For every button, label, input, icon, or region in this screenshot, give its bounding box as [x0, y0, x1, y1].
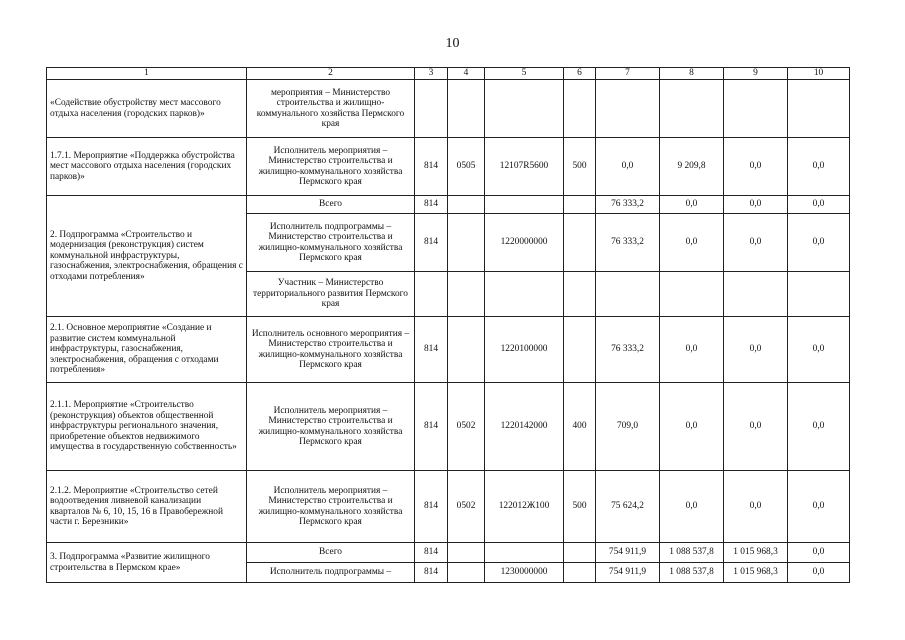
target-code-cell: 1220000000 — [485, 214, 564, 272]
amount-cell: 709,0 — [596, 383, 660, 471]
amount-cell: 0,0 — [660, 383, 724, 471]
target-code-cell: 12107R5600 — [485, 138, 564, 196]
program-name-cell: 2.1. Основное мероприятие «Создание и развитие систем коммунальной инфраструктуры, газоснабжения, электроснабжения, обращения с отходами потребления» — [47, 317, 247, 383]
amount-cell: 76 333,2 — [596, 196, 660, 214]
header-cell: 2 — [247, 68, 415, 80]
table-row — [47, 471, 850, 543]
amount-cell — [660, 272, 724, 317]
page-number: 10 — [445, 36, 460, 51]
gov-code-cell: 814 — [415, 214, 448, 272]
target-code-cell — [485, 80, 564, 138]
amount-cell: 0,0 — [724, 317, 788, 383]
gov-code-cell: 814 — [415, 196, 448, 214]
amount-cell: 0,0 — [788, 543, 850, 563]
header-cell: 8 — [660, 68, 724, 80]
program-name-cell: 2.1.2. Мероприятие «Строительство сетей водоотведения ливневой канализации кварталов № 6, 10, 15, 16 в Правобережной части г. Березники» — [47, 471, 247, 543]
budget-table — [46, 67, 850, 583]
table-row — [47, 80, 850, 138]
responsible-cell: Исполнитель подпрограммы – — [247, 563, 415, 583]
responsible-cell: Всего — [247, 543, 415, 563]
header-cell: 9 — [724, 68, 788, 80]
amount-cell: 1 088 537,8 — [660, 543, 724, 563]
expense-type-cell — [564, 272, 596, 317]
amount-cell: 0,0 — [788, 196, 850, 214]
gov-code-cell: 814 — [415, 138, 448, 196]
header-cell: 6 — [564, 68, 596, 80]
program-name-cell: 1.7.1. Мероприятие «Поддержка обустройства мест массового отдыха населения (городских парков)» — [47, 138, 247, 196]
target-code-cell: 1230000000 — [485, 563, 564, 583]
header-cell: 10 — [788, 68, 850, 80]
amount-cell: 0,0 — [660, 196, 724, 214]
target-code-cell — [485, 196, 564, 214]
section-code-cell — [448, 563, 485, 583]
section-code-cell — [448, 317, 485, 383]
section-code-cell: 0502 — [448, 471, 485, 543]
section-code-cell — [448, 272, 485, 317]
table-row — [47, 317, 850, 383]
amount-cell: 9 209,8 — [660, 138, 724, 196]
amount-cell: 0,0 — [596, 138, 660, 196]
amount-cell — [724, 80, 788, 138]
amount-cell: 75 624,2 — [596, 471, 660, 543]
header-cell: 7 — [596, 68, 660, 80]
amount-cell: 76 333,2 — [596, 214, 660, 272]
amount-cell: 76 333,2 — [596, 317, 660, 383]
amount-cell: 0,0 — [660, 214, 724, 272]
section-code-cell — [448, 196, 485, 214]
program-name-cell: 2.1.1. Мероприятие «Строительство (реконструкция) объектов общественной инфраструктуры регионального значения, приобретение объектов недвижимого имущества в государственную собственность» — [47, 383, 247, 471]
program-name-cell: «Содействие обустройству мест массового отдыха населения (городских парков)» — [47, 80, 247, 138]
gov-code-cell: 814 — [415, 317, 448, 383]
gov-code-cell — [415, 272, 448, 317]
target-code-cell: 1220100000 — [485, 317, 564, 383]
responsible-cell: Исполнитель основного мероприятия – Министерство строительства и жилищно-коммунального хозяйства Пермского края — [247, 317, 415, 383]
table-header-row — [47, 68, 850, 80]
amount-cell — [596, 272, 660, 317]
section-code-cell — [448, 80, 485, 138]
amount-cell — [724, 272, 788, 317]
amount-cell: 1 088 537,8 — [660, 563, 724, 583]
target-code-cell: 122012Ж100 — [485, 471, 564, 543]
target-code-cell — [485, 543, 564, 563]
responsible-cell: Исполнитель мероприятия – Министерство строительства и жилищно-коммунального хозяйства Пермского края — [247, 383, 415, 471]
amount-cell: 0,0 — [788, 138, 850, 196]
table-row — [47, 383, 850, 471]
responsible-cell: мероприятия – Министерство строительства и жилищно-коммунального хозяйства Пермского края — [247, 80, 415, 138]
amount-cell: 754 911,9 — [596, 563, 660, 583]
responsible-cell: Исполнитель мероприятия – Министерство строительства и жилищно-коммунального хозяйства Пермского края — [247, 138, 415, 196]
gov-code-cell: 814 — [415, 543, 448, 563]
amount-cell: 0,0 — [724, 196, 788, 214]
amount-cell: 0,0 — [660, 317, 724, 383]
table-row — [47, 543, 850, 563]
responsible-cell: Исполнитель мероприятия – Министерство строительства и жилищно-коммунального хозяйства Пермского края — [247, 471, 415, 543]
expense-type-cell — [564, 563, 596, 583]
gov-code-cell: 814 — [415, 383, 448, 471]
responsible-cell: Исполнитель подпрограммы – Министерство строительства и жилищно-коммунального хозяйства Пермского края — [247, 214, 415, 272]
gov-code-cell: 814 — [415, 563, 448, 583]
expense-type-cell — [564, 214, 596, 272]
header-cell: 1 — [47, 68, 247, 80]
table-row — [47, 138, 850, 196]
amount-cell: 1 015 968,3 — [724, 543, 788, 563]
gov-code-cell: 814 — [415, 471, 448, 543]
amount-cell: 0,0 — [788, 563, 850, 583]
amount-cell: 0,0 — [788, 383, 850, 471]
section-code-cell: 0505 — [448, 138, 485, 196]
amount-cell: 0,0 — [788, 214, 850, 272]
header-cell: 4 — [448, 68, 485, 80]
expense-type-cell — [564, 196, 596, 214]
responsible-cell: Участник – Министерство территориального развития Пермского края — [247, 272, 415, 317]
amount-cell: 0,0 — [724, 138, 788, 196]
amount-cell — [660, 80, 724, 138]
amount-cell: 0,0 — [724, 383, 788, 471]
amount-cell: 0,0 — [788, 471, 850, 543]
program-name-cell: 3. Подпрограмма «Развитие жилищного строительства в Пермском крае» — [47, 543, 247, 583]
expense-type-cell: 400 — [564, 383, 596, 471]
amount-cell — [788, 272, 850, 317]
amount-cell: 0,0 — [724, 214, 788, 272]
section-code-cell — [448, 543, 485, 563]
expense-type-cell — [564, 543, 596, 563]
target-code-cell: 1220142000 — [485, 383, 564, 471]
section-code-cell — [448, 214, 485, 272]
amount-cell: 754 911,9 — [596, 543, 660, 563]
gov-code-cell — [415, 80, 448, 138]
amount-cell: 1 015 968,3 — [724, 563, 788, 583]
program-name-cell: 2. Подпрограмма «Строительство и модернизация (реконструкция) систем коммунальной инфраструктуры, газоснабжения, электроснабжения, обращения с отходами потребления» — [47, 196, 247, 317]
expense-type-cell — [564, 80, 596, 138]
expense-type-cell: 500 — [564, 138, 596, 196]
header-cell: 5 — [485, 68, 564, 80]
amount-cell: 0,0 — [724, 471, 788, 543]
table-row — [47, 196, 850, 214]
amount-cell — [788, 80, 850, 138]
section-code-cell: 0502 — [448, 383, 485, 471]
header-cell: 3 — [415, 68, 448, 80]
expense-type-cell — [564, 317, 596, 383]
expense-type-cell: 500 — [564, 471, 596, 543]
amount-cell: 0,0 — [660, 471, 724, 543]
amount-cell: 0,0 — [788, 317, 850, 383]
responsible-cell: Всего — [247, 196, 415, 214]
amount-cell — [596, 80, 660, 138]
target-code-cell — [485, 272, 564, 317]
